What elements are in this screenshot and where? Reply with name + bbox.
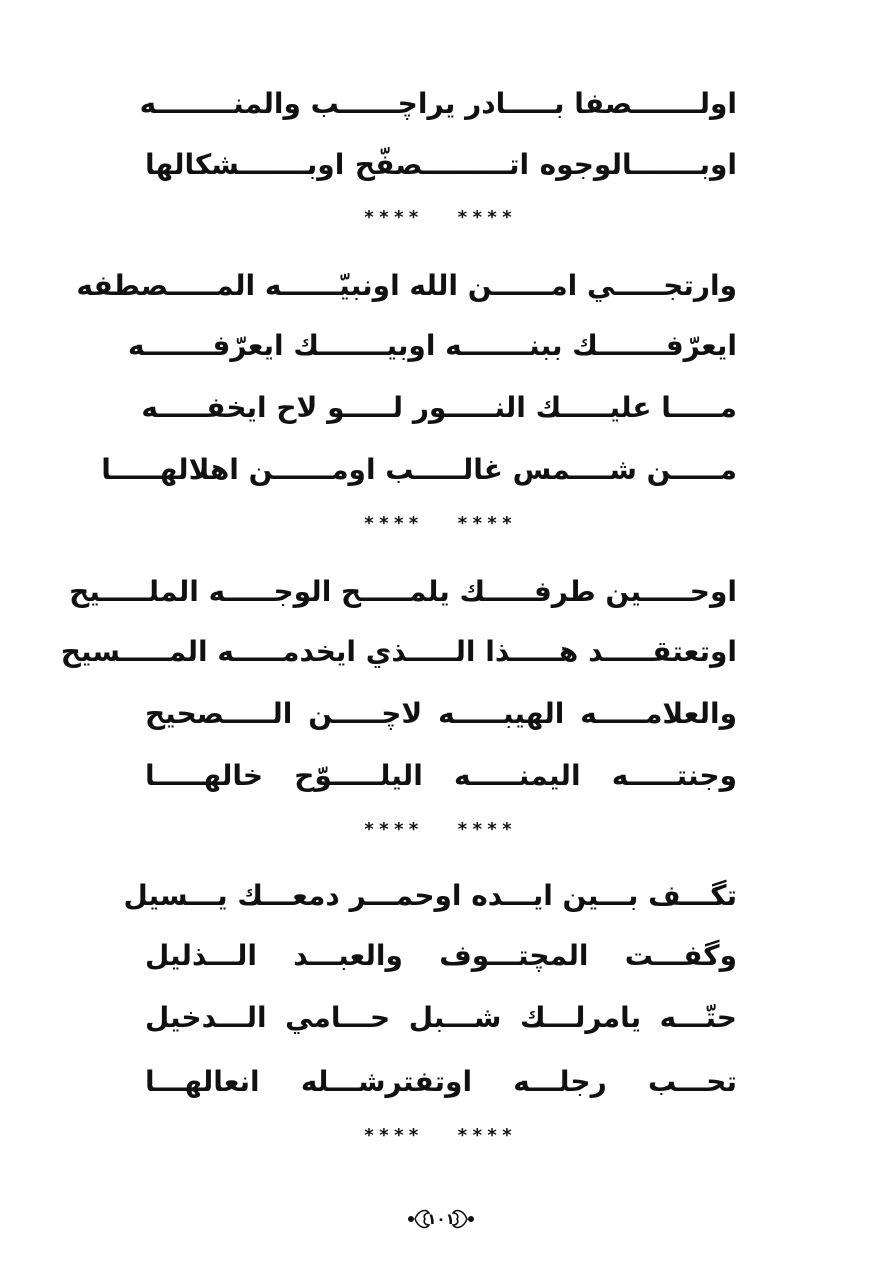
stanza-separator: **** ****	[363, 1125, 517, 1146]
page-number-text: ١٠١	[427, 1210, 455, 1228]
verse-line: حتّـــه يامرلـــك شـــبل حـــامي الـــدخيل	[145, 1001, 737, 1034]
verse-line: ايعرّفـــــــك ببنـــــــه اوبيـــــــك ايعرّفـــــــه	[128, 329, 737, 362]
verse-line: وارتجـــــي امــــــن الله اونبيّــــــه المـــــصطفه	[76, 269, 737, 302]
page-number	[405, 1203, 477, 1235]
verse-line: مـــــا عليـــــك النـــــور لـــــو لاح ايخفـــــه	[141, 391, 737, 424]
verse-line: مـــــن شــــمس غالـــــب اومــــــن اهلالهـــــا	[101, 453, 737, 486]
verse-line: اوبـــــــالوجوه اتـــــــــصفّح اوبـــــــشكالها	[145, 148, 737, 181]
verse-line: وگفـــت المچتـــوف والعبـــد الـــذليل	[145, 939, 737, 972]
verse-line: وجنتـــــه اليمنـــــه اليلـــــوّح خالهـــــا	[145, 759, 737, 792]
verse-line: اوحـــــين طرفـــــك يلمـــــح الوجـــــه الملـــــيح	[69, 575, 737, 608]
stanza-separator: **** ****	[363, 819, 517, 840]
verse-line: اوتعتقـــــد هـــــذا الـــــذي ايخدمـــــه المـــــسيح	[60, 635, 737, 668]
verse-line: تگـــف بـــين ايـــده اوحمـــر دمعـــك يـــسيل	[123, 879, 737, 912]
verse-line: تحـــب رجلـــه اوتفترشـــله انعالهـــا	[145, 1065, 737, 1098]
stanza-separator: **** ****	[363, 207, 517, 228]
verse-line: والعلامـــــه الهيبـــــه لاچـــــن الـــــصحيح	[145, 697, 737, 730]
stanza-separator: **** ****	[363, 513, 517, 534]
verse-line: اولـــــــصفا بـــــادر يراچــــــب والمنــــــــه	[139, 87, 737, 120]
